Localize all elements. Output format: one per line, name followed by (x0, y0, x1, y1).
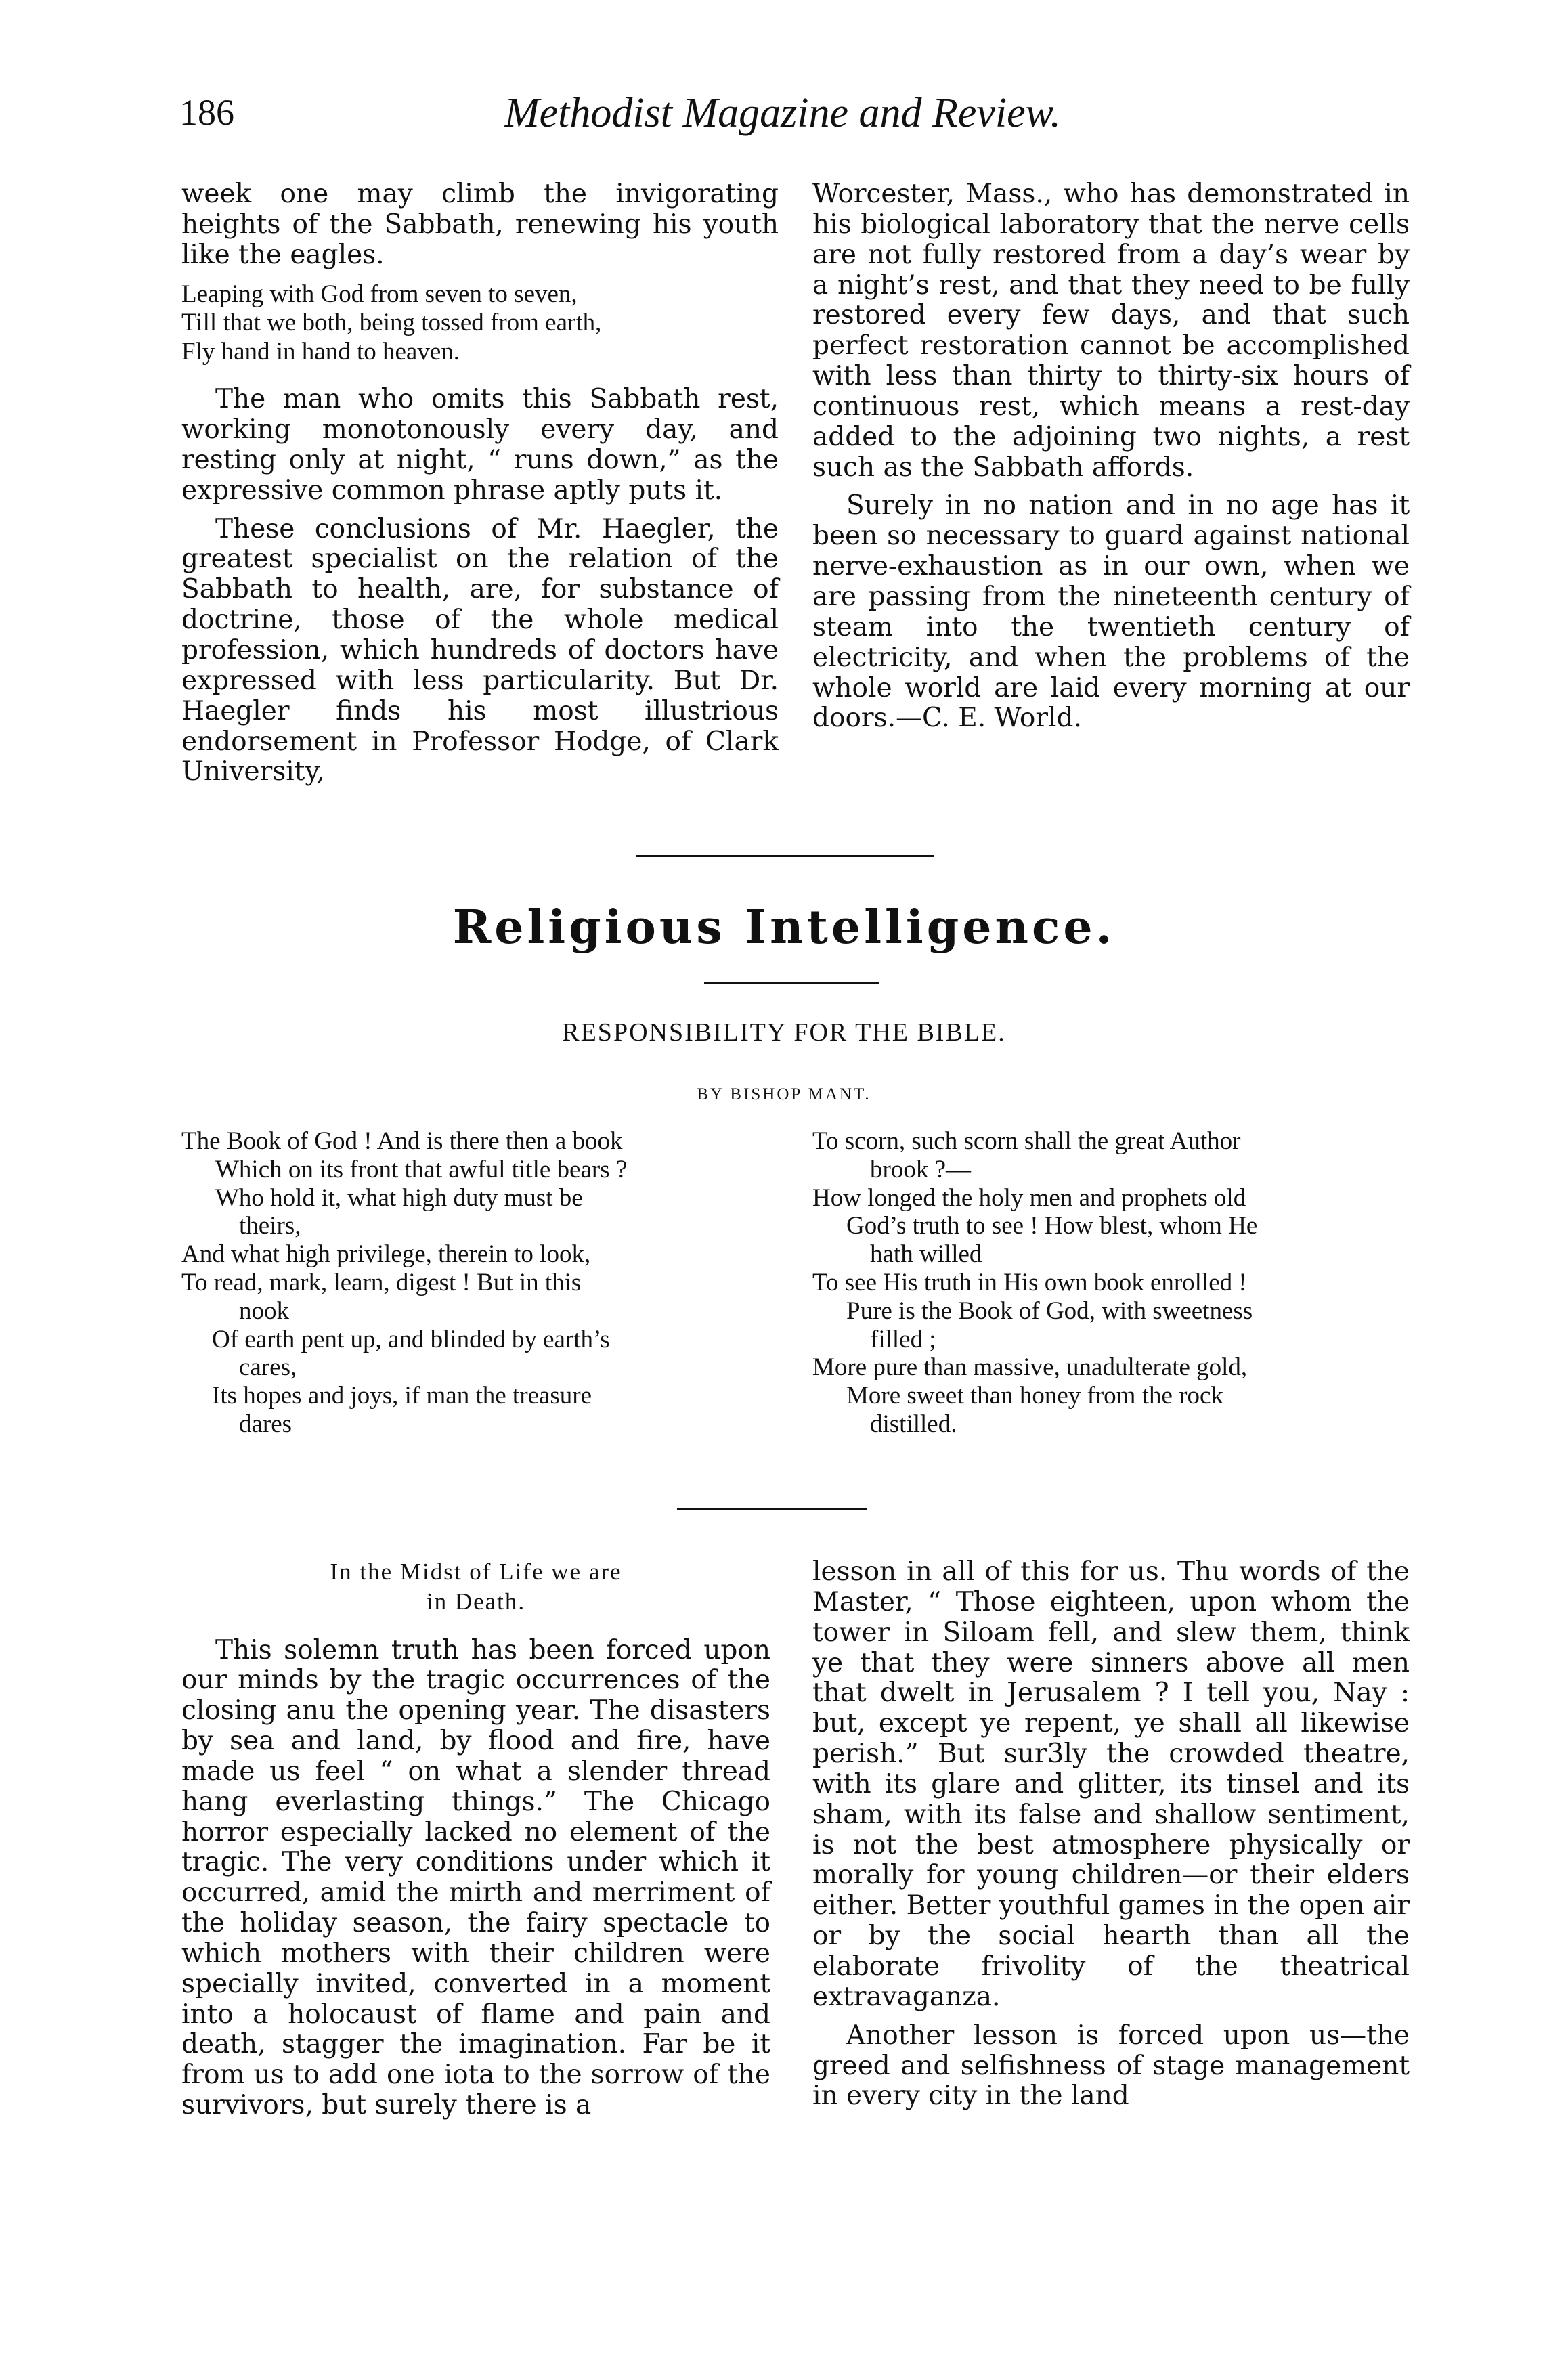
article-left-column (181, 1557, 770, 2129)
poem-line: The Book of God ! And is there then a book (181, 1127, 623, 1155)
poem-line: God’s truth to see ! How blest, whom He (846, 1212, 1258, 1240)
poem-line: nook (239, 1296, 289, 1325)
poem-line: Pure is the Book of God, with sweetness (846, 1296, 1253, 1325)
article-left-paragraph: This solemn truth has been forced upon our minds by the tragic occurrences of the closing anu the opening year. The disasters by sea and land, by flood and fire, have made us feel “ on what a slender thread hang everlasting things.” The Chicago horror especially lacked no element of the tragic. The very conditions under which it occurred, amid the mirth and merriment of the holiday season, the fairy spectacle to which mothers with their children were specially invited, converted in a moment into a holocaust of flame and pain and death, stagger the imagination. Far be it from us to add one iota to the sorrow of the survivors, but surely there is a (181, 1634, 770, 2121)
article-right-paragraph-1: lesson in all of this for us. Thu words of the Master, “ Those eighteen, upon whom the tower in Siloam fell, and slew them, think ye that they were sinners above all men that dwelt in Jerusalem ? I tell you, Nay : but, except ye repent, ye shall all likewise perish.” But sur3ly the crowded theatre, with its glare and glitter, its tinsel and its sham, with its false and shallow sentiment, is not the best atmosphere physically or morally for young children—or their elders either. Better youthful games in the open air or by the social hearth than all the elaborate frivolity of the theatrical extravaganza. (812, 1556, 1410, 2012)
poem-line: How longed the holy men and prophets old (812, 1183, 1246, 1212)
article-heading-line: In the Midst of Life we are (330, 1559, 622, 1585)
poem-line: dares (239, 1410, 292, 1438)
running-head: Methodist Magazine and Review. (504, 90, 1061, 136)
separator-rule (677, 1508, 867, 1510)
poem-line: theirs, (239, 1212, 301, 1240)
poem-line: More sweet than honey from the rock (846, 1382, 1223, 1410)
poem-line: Who hold it, what high duty must be (215, 1183, 583, 1212)
verse-quote (181, 280, 779, 368)
top-left-column (181, 179, 779, 795)
section-title: Religious Intelligence. (452, 900, 1116, 955)
poem-title: RESPONSIBILITY FOR THE BIBLE. (562, 1018, 1006, 1047)
poem-line: hath willed (870, 1240, 982, 1269)
poem-line: And what high privilege, therein to look, (181, 1240, 591, 1269)
article-heading (181, 1557, 770, 1617)
verse-line: Till that we both, being tossed from earth, (181, 309, 602, 337)
poem-right-column (812, 1127, 1415, 1439)
top-left-paragraph-3: These conclusions of Mr. Haegler, the greatest specialist on the relation of the Sabbath to health, are, for substance of doctrine, those of the whole medical profession, which hundreds of doctors have expressed with less particularity. But Dr. Haegler finds his most illustrious endorsement in Professor Hodge, of Clark University, (181, 513, 779, 787)
poem-line: Which on its front that awful title bears ? (215, 1155, 628, 1183)
poem-line: filled ; (870, 1325, 936, 1353)
top-left-paragraph-1: week one may climb the invigorating heights of the Sabbath, renewing his youth like the eagles. (181, 179, 779, 270)
poem-line: Of earth pent up, and blinded by earth’s (212, 1325, 610, 1353)
separator-rule (636, 855, 934, 857)
top-right-column (812, 179, 1410, 742)
page-number: 186 (179, 92, 234, 133)
verse-line: Leaping with God from seven to seven, (181, 280, 578, 308)
poem-line: Its hopes and joys, if man the treasure (212, 1382, 592, 1410)
verse-line: Fly hand in hand to heaven. (181, 338, 460, 366)
poem-line: To read, mark, learn, digest ! But in this (181, 1268, 582, 1296)
poem-line: More pure than massive, unadulterate gold, (812, 1353, 1248, 1382)
poem-line: distilled. (870, 1410, 957, 1438)
top-right-paragraph-2: Surely in no nation and in no age has it been so necessary to guard against national nerve-exhaustion as in our own, when we are passing from the nineteenth century of steam into the twentieth century of electricity, and when the problems of the whole world are laid every morning at our doors.—C. E. World. (812, 490, 1410, 734)
poem-line: To scorn, such scorn shall the great Author (812, 1127, 1241, 1155)
article-right-column (812, 1557, 1410, 2120)
poem-line: To see His truth in His own book enrolled ! (812, 1268, 1247, 1296)
poem-line: cares, (239, 1353, 297, 1382)
separator-rule (704, 982, 879, 984)
article-heading-line: in Death. (426, 1588, 526, 1615)
poem-byline: BY BISHOP MANT. (697, 1085, 871, 1104)
top-left-paragraph-2: The man who omits this Sabbath rest, working monotonously every day, and resting only at night, “ runs down,” as the expressive common phrase aptly puts it. (181, 384, 779, 506)
poem-left-column (181, 1127, 777, 1439)
poem-line: brook ?— (870, 1155, 971, 1183)
article-right-paragraph-2: Another lesson is forced upon us—the greed and selfishness of stage management in every city in the land (812, 2020, 1410, 2112)
top-right-paragraph-1: Worcester, Mass., who has demonstrated in his biological laboratory that the nerve cells are not fully restored from a day’s wear by a night’s rest, and that they need to be fully restored every few days, and that such perfect restoration cannot be accomplished with less than thirty to thirty-six hours of continuous rest, which means a rest-day added to the adjoining two nights, a rest such as the Sabbath affords. (812, 179, 1410, 483)
